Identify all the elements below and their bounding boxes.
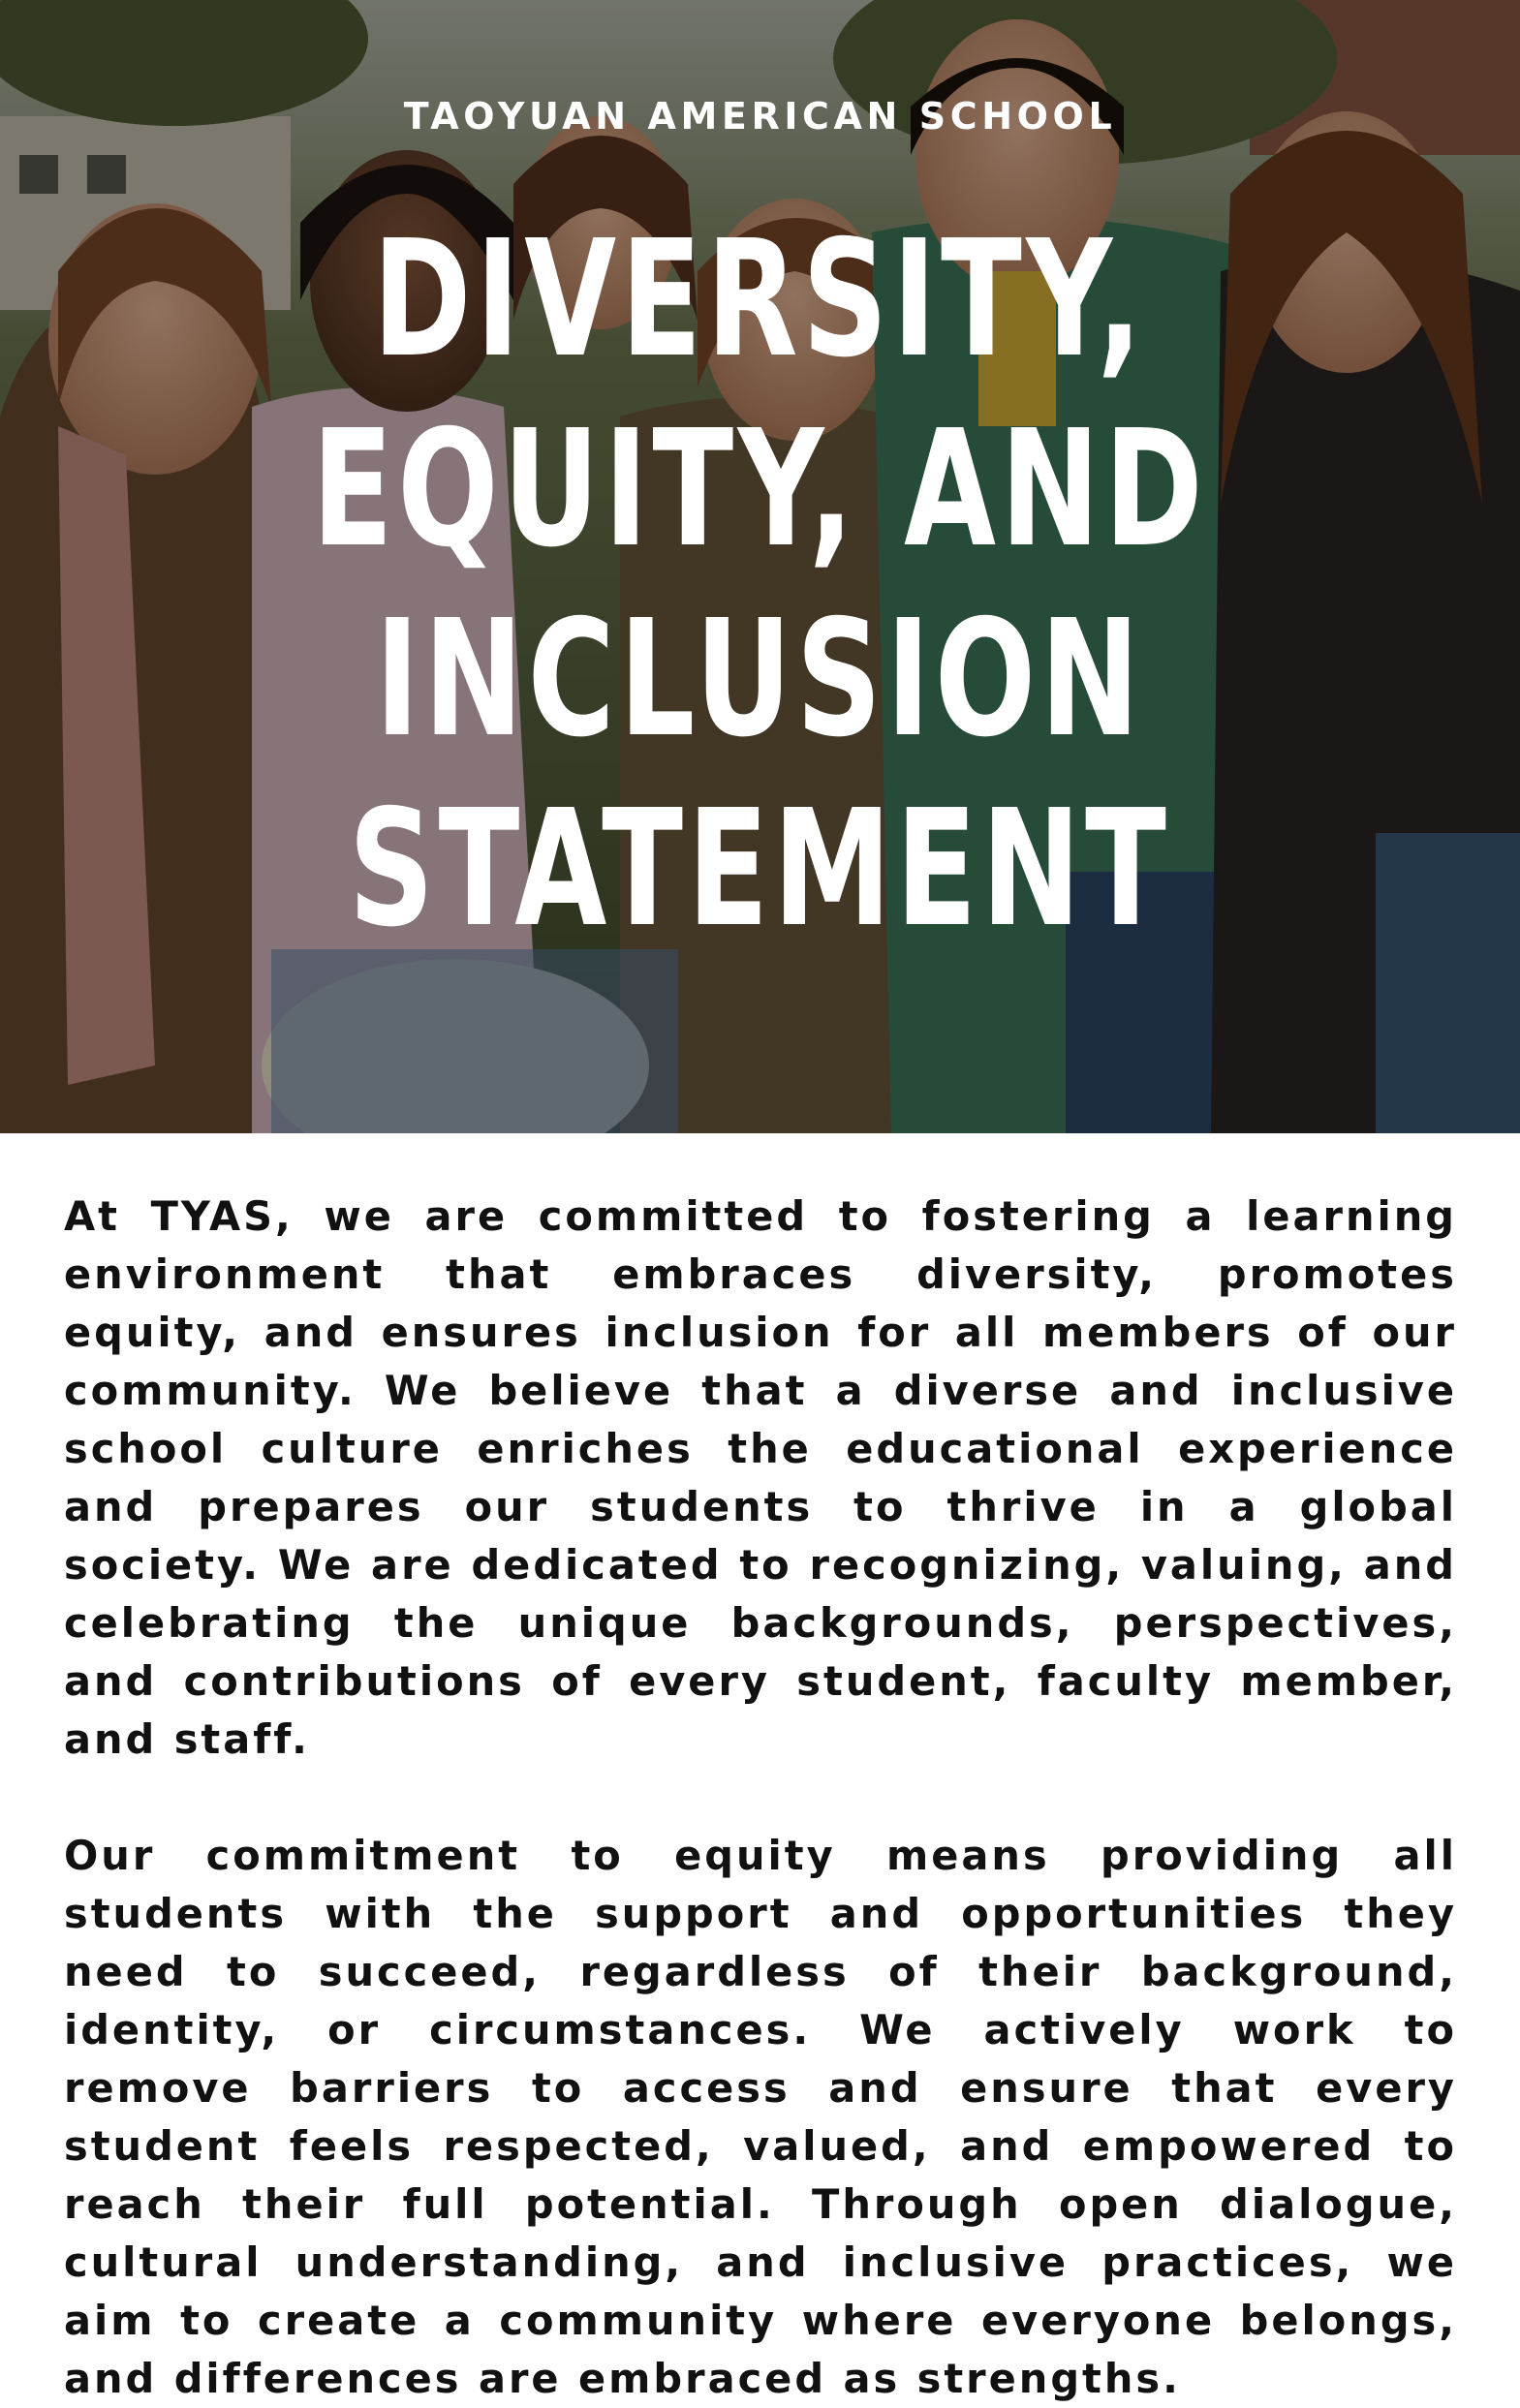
title-line: EQUITY, AND [311, 396, 1208, 583]
statement-paragraph: Our commitment to equity means providing all students with the support and opportunities they need to succeed, regardless of their background, identity, or circumstances. We actively work to remove barriers to access and ensure that every student feels respected, valued, and empowered to reach their full potential. Through open dialogue, cultural understanding, and inclusive practices, we aim to create a community where everyone belongs, and differences are embraced as strengths. [64, 1832, 1457, 2402]
title-line: STATEMENT [348, 776, 1171, 963]
page-title [81, 205, 1438, 965]
school-name: TAOYUAN AMERICAN SCHOOL [403, 95, 1117, 138]
statement-body [64, 1188, 1457, 2408]
title-line: DIVERSITY, [372, 206, 1147, 393]
title-line: INCLUSION [375, 586, 1144, 773]
statement-paragraph: At TYAS, we are committed to fostering a learning environment that embraces diversity, promotes equity, and ensures inclusion for all members of our community. We believe that a diverse and inclusive school culture enriches the educational experience and prepares our students to thrive in a global society. We are dedicated to recognizing, valuing, and celebrating the unique backgrounds, perspectives, and contributions of every student, faculty member, and staff. [64, 1192, 1457, 1763]
hero-banner [0, 0, 1520, 1133]
